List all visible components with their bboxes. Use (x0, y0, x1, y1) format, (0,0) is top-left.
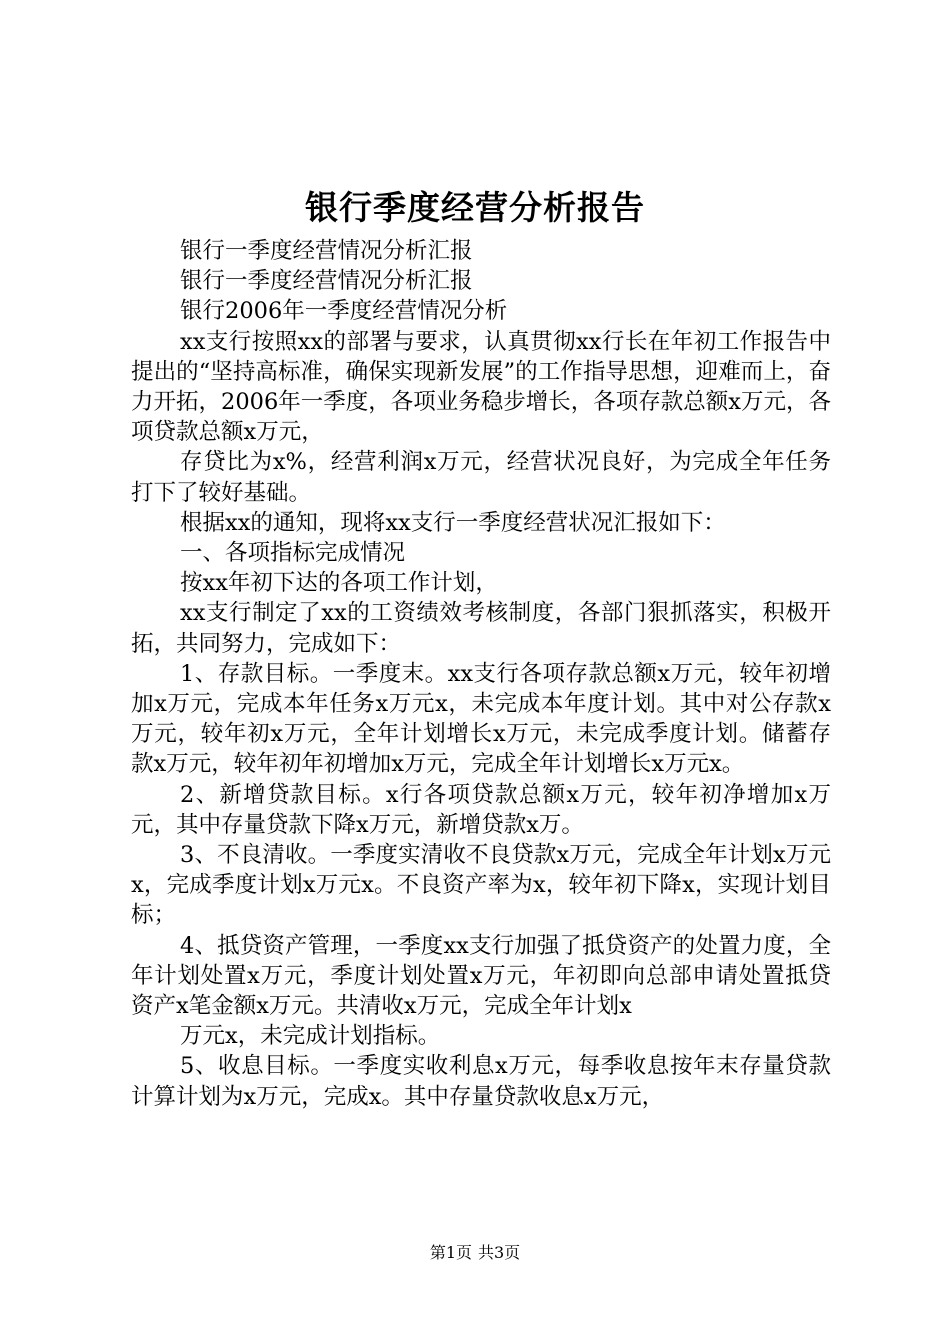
document-title: 银行季度经营分析报告 (305, 188, 645, 227)
paragraph: 5、收息目标。一季度实收利息x万元，每季收息按年末存量贷款计算计划为x万元，完成x。其中存量贷款收息x万元， (131, 1053, 831, 1110)
paragraph: 根据xx的通知，现将xx支行一季度经营状况汇报如下： (180, 509, 726, 536)
paragraph: 2、新增贷款目标。x行各项贷款总额x万元，较年初净增加x万元，其中存量贷款下降x万元，新增贷款x万。 (131, 781, 831, 838)
page-total: 共3页 (478, 1243, 521, 1262)
paragraph: 3、不良清收。一季度实清收不良贷款x万元，完成全年计划x万元x，完成季度计划x万元x。不良资产率为x，较年初下降x，实现计划目标； (131, 842, 831, 929)
paragraph: 1、存款目标。一季度末。xx支行各项存款总额x万元，较年初增加x万元，完成本年任务x万元x，未完成本年度计划。其中对公存款x万元，较年初x万元，全年计划增长x万元，未完成季度计划。储蓄存款x万元，较年初年初增加x万元，完成全年计划增长x万元x。 (131, 660, 831, 778)
document-body (131, 236, 831, 1112)
paragraph: 银行一季度经营情况分析汇报 (180, 238, 473, 264)
paragraph: 按xx年初下达的各项工作计划， (180, 570, 498, 597)
paragraph: xx支行制定了xx的工资绩效考核制度，各部门狠抓落实，积极开拓，共同努力，完成如下： (131, 600, 831, 657)
page-footer (0, 1241, 950, 1265)
paragraph: 银行一季度经营情况分析汇报 (180, 268, 473, 295)
paragraph: 万元x，未完成计划指标。 (180, 1023, 441, 1050)
page-number: 第1页 (429, 1243, 472, 1262)
paragraph: 4、抵贷资产管理，一季度xx支行加强了抵贷资产的处置力度，全年计划处置x万元，季度计划处置x万元，年初即向总部申请处置抵贷资产x笔金额x万元。共清收x万元，完成全年计划x (131, 932, 831, 1020)
paragraph: xx支行按照xx的部署与要求，认真贯彻xx行长在年初工作报告中提出的“坚持高标准，确保实现新发展”的工作指导思想，迎难而上，奋力开拓，2006年一季度，各项业务稳步增长，各项存款总额x万元，各项贷款总额x万元， (131, 328, 831, 446)
paragraph: 存贷比为x%，经营利润x万元，经营状况良好，为完成全年任务打下了较好基础。 (131, 449, 831, 506)
section-heading: 一、各项指标完成情况 (180, 540, 406, 567)
paragraph: 银行2006年一季度经营情况分析 (180, 298, 508, 325)
